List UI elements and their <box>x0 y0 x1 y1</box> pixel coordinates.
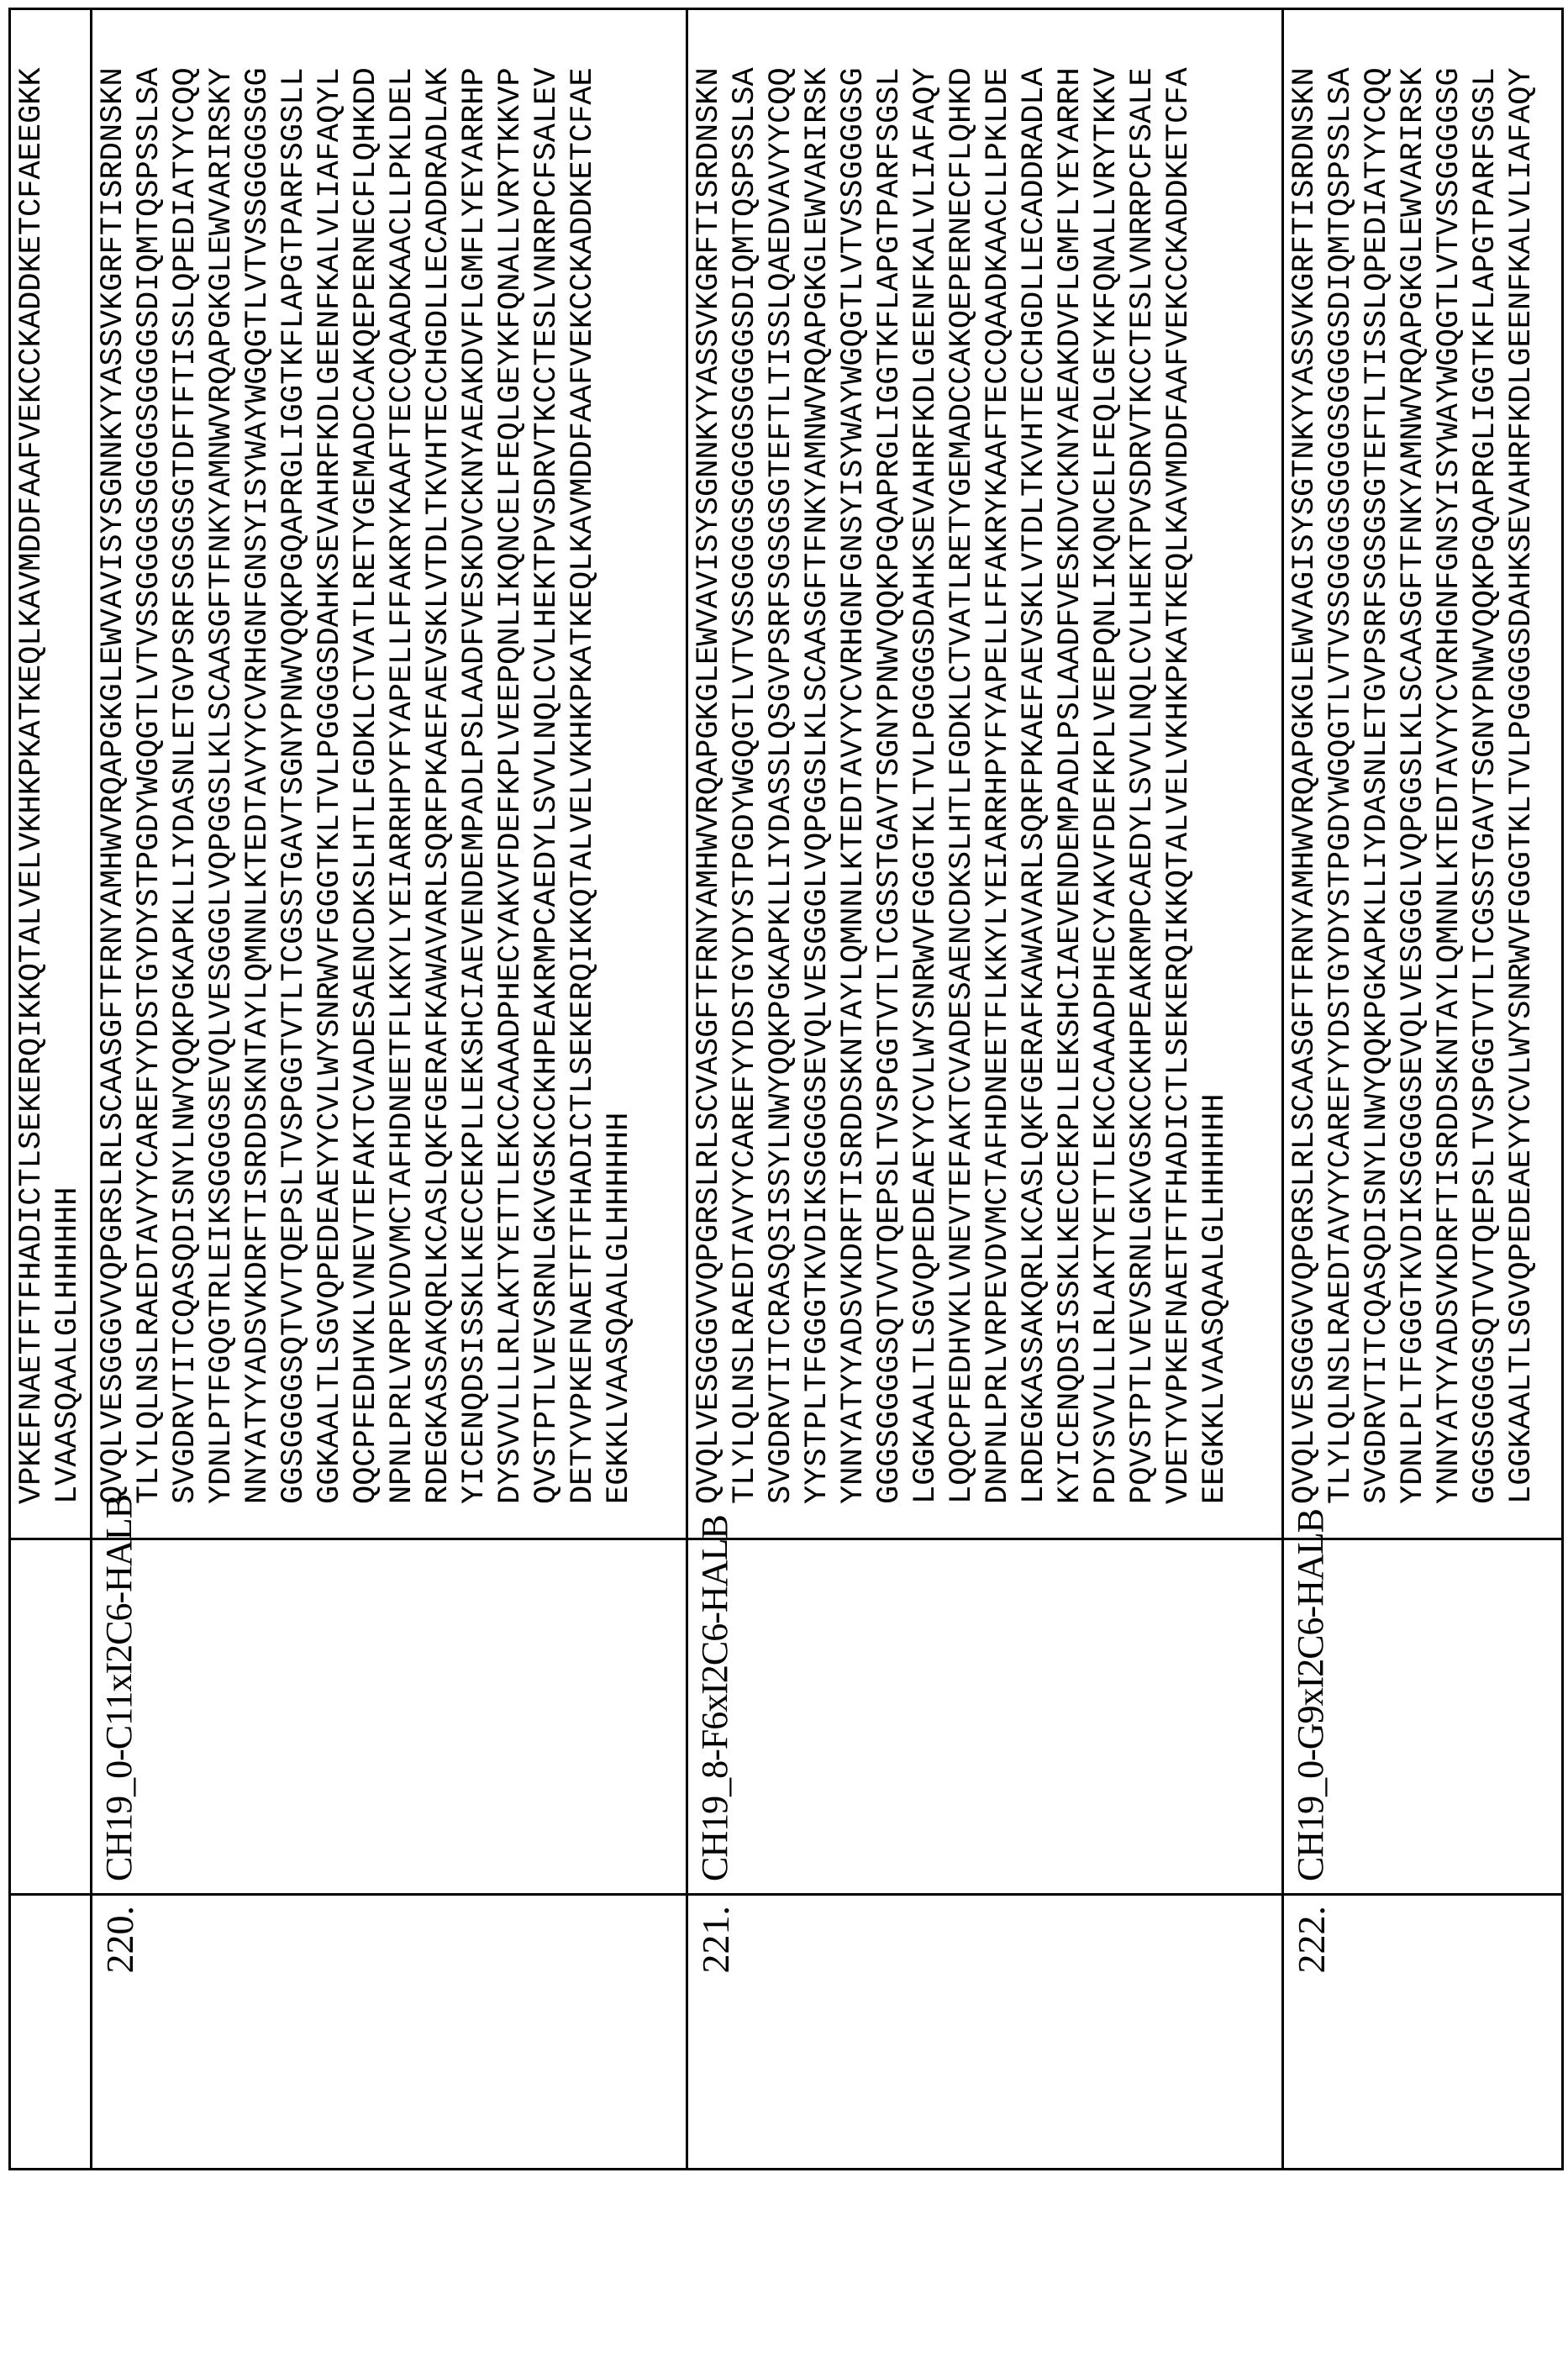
sequence-line: YNNYATYYADSVKDRFTISRDDSKNTAYLQMNNLKTEDTAVYYCVRHGNFGNSYISYWAYWGQGTLVTVSSGGGGSG <box>836 10 872 1504</box>
table-row <box>1283 9 1563 2170</box>
sequence-cell <box>10 9 92 1539</box>
name-cell <box>92 1539 687 1895</box>
sequence-line: LVAASQAALGLHHHHHH <box>50 10 87 1504</box>
sequence-line: TLYLQLNSLRAEDTAVYYCAREFYYDSTGYDYSTPGDYWGQGTLVTVSSGGGGSGGGGSGGGGSDIQMTQSPSSLSA <box>1323 10 1360 1504</box>
sequence-line: VDETYVPKEFNAETFTFHADICTLSEKERQIKKQTALVELVKHKPKATKEQLKAVMDDFAAFVEKCCKADDKETCFA <box>1161 10 1197 1504</box>
sequence-line: GGKAALTLSGVQPEDEAEYYCVLWYSNRWVFGGGTKLTVLPGGGGSDAHKSEVAHRFKDLGEENFKALVLIAFAQYL <box>313 10 349 1504</box>
sequence-text <box>11 10 87 1538</box>
name-cell <box>687 1539 1283 1895</box>
name-cell <box>10 1539 92 1895</box>
sequence-line: GGGSGGGGSQTVVTQEPSLTVSPGGTVTLTCGSSTGAVTSGNYPNWVQQKPGQAPRGLIGGTKFLAPGTPARFSGSL <box>872 10 908 1504</box>
sequence-line: SVGDRVTITCRASQSISSYLNWYQQKPGKAPKLLIYDASSLQSGVPSRFSGSGSGTEFTLTISSLQAEDVAVYYCQQ <box>764 10 800 1504</box>
sequence-line: PDYSVVLLLRLAKTYETTLEKCCAAADPHECYAKVFDEFKPLVEEPQNLIKQNCELFEQLGEYKFQNALLVRYTKKV <box>1089 10 1125 1504</box>
sequence-line: GGSGGGGSQTVVTQEPSLTVSPGGTVTLTCGSSTGAVTSGNYPNWVQQKPGQAPRGLIGGTKFLAPGTPARFSGSLL <box>276 10 313 1504</box>
sequence-line: VPKEFNAETFTFHADICTLSEKERQIKKQTALVELVKHKPKATKEQLKAVMDDFAAFVEKCCKADDKETCFAEEGKK <box>14 10 50 1504</box>
sequence-line: EGKKLVAASQAALGLHHHHHH <box>602 10 638 1504</box>
construct-name: CH19_0-G9xI2C6-HALB <box>1284 1540 1332 1893</box>
number-cell <box>1283 1895 1563 2170</box>
sequence-line: LRDEGKASSAKQRLKCASLQKFGERAFKAWAVARLSQRFPKAEFAEVSKLVTDLTKVHTECCHGDLLECADDRADLA <box>1017 10 1053 1504</box>
sequence-line: YICENQDSISSKLKECCEKPLLEKSHCIAEVENDEMPADLPSLAADFVESKDVCKNYAEAKDVFLGMFLYEYARRHP <box>457 10 493 1504</box>
name-cell <box>1283 1539 1563 1895</box>
construct-name: CH19_8-F6xI2C6-HALB <box>688 1540 736 1893</box>
sequence-line: DYSVVLLLRLAKTYETTLEKCCAAADPHECYAKVFDEFKPLVEEPQNLIKQNCELFEQLGEYKFQNALLVRYTKKVP <box>493 10 529 1504</box>
sequence-text <box>688 10 1234 1538</box>
construct-name: CH19_0-C11xI2C6-HALB <box>92 1540 140 1893</box>
sequence-line: GGGSGGGGSQTVVTQEPSLTVSPGGTVTLTCGSSTGAVTSGNYPNWVQQKPGQAPRGLIGGTKFLAPGTPARFSGSL <box>1468 10 1504 1504</box>
sequence-text <box>92 10 638 1538</box>
sequence-line: LGGKAALTLSGVQPEDEAEYYCVLWYSNRWVFGGGTKLTVLPGGGGSDAHKSEVAHRFKDLGEENFKALVLIAFAQY <box>1504 10 1540 1504</box>
table-row <box>687 9 1283 2170</box>
sequence-line: KYICENQDSISSKLKECCEKPLLEKSHCIAEVENDEMPADLPSLAADFVESKDVCKNYAEAKDVFLGMFLYEYARRH <box>1053 10 1089 1504</box>
sequence-line: TLYLQLNSLRAEDTAVYYCAREFYYDSTGYDYSTPGDYWGQGTLVTVSSGGGGSGGGGSGGGGSDIQMTQSPSSLSA <box>728 10 764 1504</box>
entry-number: 221. <box>688 1896 738 2168</box>
sequence-line: PQVSTPTLVEVSRNLGKVGSKCCKHPEAKRMPCAEDYLSVVLNQLCVLHEKTPVSDRVTKCCTESLVNRRPCFSALE <box>1125 10 1161 1504</box>
sequence-cell <box>1283 9 1563 1539</box>
sequence-line: TLYLQLNSLRAEDTAVYYCAREFYYDSTGYDYSTPGDYWGQGTLVTVSSGGGGSGGGGSGGGGSDIQMTQSPSSLSA <box>132 10 168 1504</box>
sequence-table <box>8 8 1564 2170</box>
sequence-line: NPNLPRLVRPEVDVMCTAFHDNEETFLKKYLYEIARRHPYFYAPELLFFAKRYKAAFTECCQAADKAACLLPKLDEL <box>385 10 421 1504</box>
sequence-line: LGGKAALTLSGVQPEDEAEYYCVLWYSNRWVFGGGTKLTVLPGGGGSDAHKSEVAHRFKDLGEENFKALVLIAFAQY <box>908 10 944 1504</box>
sequence-line: SVGDRVTITCQASQDISNYLNWYQQKPGKAPKLLIYDASNLETGVPSRFSGSGSGTEFTLTISSLQPEDIATYYCQQ <box>1360 10 1396 1504</box>
sequence-line: QVQLVESGGGVVQPGRSLRLSCAASGFTFRNYAMHWVRQAPGKGLEWVAVISYSGNNKYYASSVKGRFTISRDNSKN <box>96 10 132 1504</box>
sequence-line: QVSTPTLVEVSRNLGKVGSKCCKHPEAKRMPCAEDYLSVVLNQLCVLHEKTPVSDRVTKCCTESLVNRRPCFSALEV <box>529 10 566 1504</box>
sequence-line: SVGDRVTITCQASQDISNYLNWYQQKPGKAPKLLIYDASNLETGVPSRFSGSGSGTDFTFTISSLQPEDIATYYCQQ <box>168 10 204 1504</box>
sequence-cell <box>92 9 687 1539</box>
sequence-line: EEGKKLVAASQAALGLHHHHHH <box>1197 10 1234 1504</box>
entry-number: 220. <box>92 1896 142 2168</box>
sequence-line: QQCPFEDHVKLVNEVTEFAKTCVADESAENCDKSLHTLFGDKLCTVATLRETYGEMADCCAKQEPERNECFLQHKDD <box>349 10 385 1504</box>
sequence-line: DNPNLPRLVRPEVDVMCTAFHDNEETFLKKYLYEIARRHPYFYAPELLFFAKRYKAAFTECCQAADKAACLLPKLDE <box>981 10 1017 1504</box>
sequence-line: YDNLPLTFGGGTKVDIKSGGGGSEVQLVESGGGLVQPGGSLKLSCAASGFTFNKYAMNWVRQAPGKGLEWVARIRSK <box>1396 10 1432 1504</box>
rotated-page <box>8 10 1557 2170</box>
table-row <box>92 9 687 2170</box>
entry-number: 222. <box>1284 1896 1334 2168</box>
sequence-line: QVQLVESGGGVVQPGRSLRLSCVASGFTFRNYAMHWVRQAPGKGLEWVAVISYSGNNKYYASSVKGRFTISRDNSKN <box>692 10 728 1504</box>
sequence-line: NNYATYYADSVKDRFTISRDDSKNTAYLQMNNLKTEDTAVYYCVRHGNFGNSYISYWAYWGQGTLVTVSSGGGGSGG <box>240 10 276 1504</box>
sequence-line: RDEGKASSAKQRLKCASLQKFGERAFKAWAVARLSQRFPKAEFAEVSKLVTDLTKVHTECCHGDLLECADDRADLAK <box>421 10 457 1504</box>
sequence-line: YYSTPLTFGGGTKVDIKSGGGGSEVQLVESGGGLVQPGGSLKLSCAASGFTFNKYAMNWVRQAPGKGLEWVARIRSK <box>800 10 836 1504</box>
sequence-line: YNNYATYYADSVKDRFTISRDDSKNTAYLQMNNLKTEDTAVYYCVRHGNFGNSYISYWAYWGQGTLVTVSSGGGGSG <box>1432 10 1468 1504</box>
sequence-cell <box>687 9 1283 1539</box>
number-cell <box>687 1895 1283 2170</box>
sequence-text <box>1284 10 1540 1538</box>
sequence-line: LQQCPFEDHVKLVNEVTEFAKTCVADESAENCDKSLHTLFGDKLCTVATLRETYGEMADCCAKQEPERNECFLQHKD <box>944 10 981 1504</box>
sequence-line: QVQLVESGGGVVQPGRSLRLSCAASGFTFRNYAMHWVRQAPGKGLEWVAGISYSGTNKYYASSVKGRFTISRDNSKN <box>1287 10 1323 1504</box>
table-row-continuation <box>10 9 92 2170</box>
sequence-line: DETYVPKEFNAETFTFHADICTLSEKERQIKKQTALVELVKHKPKATKEQLKAVMDDFAAFVEKCCKADDKETCFAE <box>566 10 602 1504</box>
sequence-line: YDNLPTFGQGTRLEIKSGGGGSEVQLVESGGGLVQPGGSLKLSCAASGFTFNKYAMNWVRQAPGKGLEWVARIRSKY <box>204 10 240 1504</box>
number-cell <box>92 1895 687 2170</box>
number-cell <box>10 1895 92 2170</box>
